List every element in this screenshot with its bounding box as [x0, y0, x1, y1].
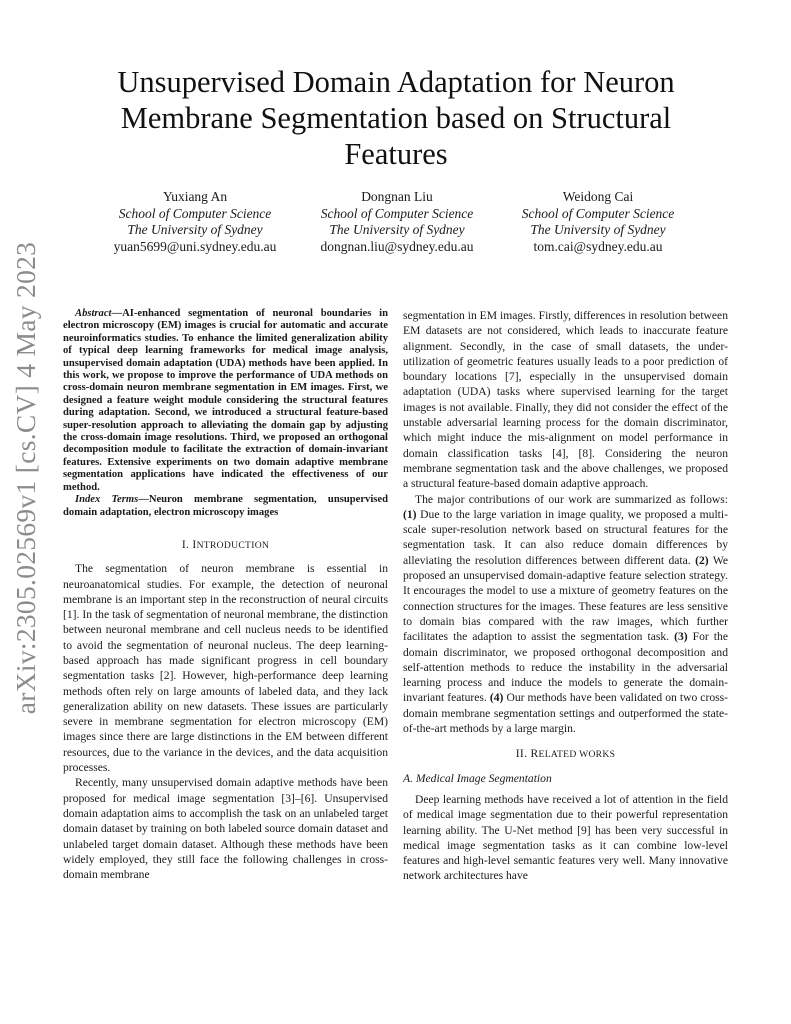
right-column	[403, 308, 728, 884]
intro-paragraph-2: Recently, many unsupervised domain adaptive methods have been proposed for medical image segmentation [3]–[6]. Unsupervised domain adaptation aims to accomplish the task on an unlabeled target domain dataset by training on both labeled source domain dataset and unlabeled target domain dataset. Although these methods have been widely employed, they still face the following challenges in cross-domain membrane	[63, 776, 388, 882]
author-email: dongnan.liu@sydney.edu.au	[320, 238, 474, 254]
abstract	[63, 308, 388, 494]
left-column	[63, 308, 388, 882]
author-block-3	[488, 189, 708, 255]
arxiv-identifier: arXiv:2305.02569v1 [cs.CV] 4 May 2023	[10, 241, 41, 715]
arxiv-sidebar-stamp	[0, 241, 52, 715]
author-affiliation: School of Computer Science	[118, 205, 272, 221]
index-terms	[63, 494, 388, 519]
author-affiliation: School of Computer Science	[521, 205, 675, 221]
contributions-paragraph: The major contributions of our work are summarized as follows: (1) Due to the large variation in image quality, we proposed a multi-scale super-resolution network based on structural features for the segmentation task. It can also reduce domain differences by alleviating the resolution differences between different data. (2) We proposed an unsupervised domain-adaptive feature selection strategy. It encourages the model to use a mixture of geometry features on the connection structures for the images. These features are less sensitive to domain bias compared with the raw images, which further facilitates the adaption to assist the segmentation task. (3) For the domain discriminator, we proposed orthogonal decomposition and self-attention methods to reduce the instability in the adversarial learning process and induce the models to generate the domain-invariant features. (4) Our methods have been validated on two cross-domain membrane segmentation settings and outperformed the state-of-the-art methods by a large margin.	[403, 492, 728, 736]
section-heading-related-works: II. RELATED WORKS	[515, 747, 616, 761]
author-institution: The University of Sydney	[127, 222, 263, 237]
abstract-text: —AI-enhanced segmentation of neuronal boundaries in electron microscopy (EM) images is crucial for automatic and accurate neuroinformatics studies. To enhance the limited generalization ability of typical deep learning frameworks for medical image analysis, unsupervised domain adaptation (UDA) methods have been applied. In this work, we propose to improve the performance of UDA methods on cross-domain neuron membrane segmentation in EM images. First, we designed a feature weight module considering the structural features during adaptation. Second, we introduced a structural feature-based super-resolution approach to alleviating the domain gap by adjusting the cross-domain image resolutions. Third, we proposed an orthogonal decomposition module to facilitate the extraction of domain-invariant features. Extensive experiments on two domain adaptive membrane segmentation applications have indicated the effectiveness of our method.	[63, 308, 388, 493]
author-institution: The University of Sydney	[329, 222, 465, 237]
author-name: Yuxiang An	[162, 189, 228, 204]
author-block-2	[287, 189, 507, 255]
related-paragraph-1: Deep learning methods have received a lot of attention in the field of medical image segmentation due to their powerful representation learning ability. The U-Net method [9] has been very successful in medical image segmentation tasks as it can combine low-level features and high-level semantic features very well. Many innovative network architectures have	[403, 792, 728, 883]
paper-title: Unsupervised Domain Adaptation for Neuron Membrane Segmentation based on Structural Features	[117, 65, 675, 171]
author-affiliation: School of Computer Science	[320, 205, 474, 221]
intro-paragraph-3: segmentation in EM images. Firstly, differences in resolution between EM datasets are not considered, which leads to inaccurate feature alignment. Secondly, in the case of small datasets, the under-utilization of geometric features usually leads to a poor prediction of boundary locations [7], especially in the unsupervised domain adaptation (UDA) tasks where supervised learning for the target images is not available. Finally, they did not consider the effect of the unstable adversarial learning process for the domain discriminator, which might induce the mis-alignment on model performance in domain classification tasks [4], [8]. Considering the neuron membrane segmentation task and the above challenges, we proposed a structural feature-based domain adaptive approach.	[403, 309, 728, 491]
author-block-1	[85, 189, 305, 255]
section-heading-introduction: I. INTRODUCTION	[181, 537, 270, 551]
author-email: yuan5699@uni.sydney.edu.au	[113, 238, 277, 254]
author-name: Dongnan Liu	[361, 189, 433, 204]
abstract-label: Abstract	[75, 308, 112, 319]
index-terms-text: —Neuron membrane segmentation, unsupervised domain adaptation, electron microscopy images	[63, 494, 388, 518]
subsection-heading-medical-image-segmentation: A. Medical Image Segmentation	[403, 771, 552, 785]
author-email: tom.cai@sydney.edu.au	[533, 238, 663, 254]
index-terms-label: Index Terms	[75, 494, 139, 506]
author-name: Weidong Cai	[562, 189, 634, 204]
author-institution: The University of Sydney	[530, 222, 666, 237]
intro-paragraph-1: The segmentation of neuron membrane is essential in neuroanatomical studies. For example, the detection of neuronal membrane is an important step in the reconstruction of neural circuits [1]. In the task of segmentation of neuronal membrane, the distinction between neuronal membrane and cell nucleus needs to be identified to avoid the segmentation of neuronal nucleus. The deep learning-based approach has made significant progress in cell boundary segmentation tasks [2]. However, high-performance deep learning methods often rely on large amounts of labeled data, and they lack generalization ability on new datasets. These issues are particularly severe in membrane segmentation for electron microscopy (EM) images since there are large distinctions in the EM between different resources, due to the variance in the devices, and the data acquisition processes.	[63, 562, 388, 775]
